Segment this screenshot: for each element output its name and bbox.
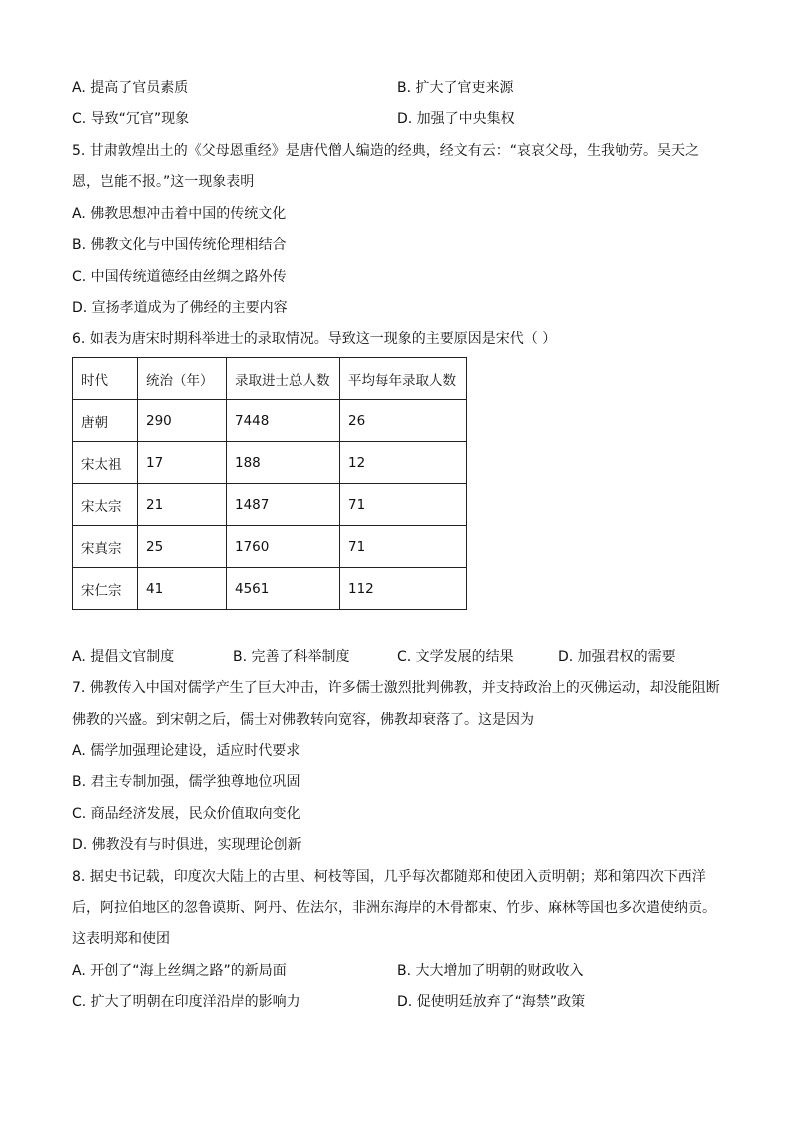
q7-option-a: A. 儒学加强理论建设，适应时代要求	[72, 743, 301, 759]
table-header-cell: 统治（年）	[138, 358, 227, 400]
table-cell: 1487	[227, 484, 340, 526]
q7-stem-line2: 佛教的兴盛。到宋朝之后，儒士对佛教转向宽容，佛教却衰落了。这是因为	[72, 712, 534, 728]
q6-option-d: D. 加强君权的需要	[558, 649, 676, 665]
q4-option-d: D. 加强了中央集权	[397, 111, 515, 127]
q7-stem-line1: 7. 佛教传入中国对儒学产生了巨大冲击，许多儒士激烈批判佛教，并支持政治上的灭佛运动，却没能阻断	[72, 680, 720, 696]
table-row	[73, 568, 467, 610]
q8-option-a: A. 开创了“海上丝绸之路”的新局面	[72, 963, 287, 979]
table-cell: 宋仁宗	[73, 568, 138, 610]
q4-option-c: C. 导致“冗官”现象	[72, 111, 190, 127]
table-cell: 宋真宗	[73, 526, 138, 568]
q5-option-a: A. 佛教思想冲击着中国的传统文化	[72, 206, 287, 222]
table-header-row	[73, 358, 467, 400]
table-cell: 12	[340, 442, 467, 484]
table-row	[73, 484, 467, 526]
q4-option-b: B. 扩大了官吏来源	[397, 80, 514, 96]
q8-option-d: D. 促使明廷放弃了“海禁”政策	[397, 994, 586, 1010]
table-row	[73, 442, 467, 484]
table-header-cell: 时代	[73, 358, 138, 400]
table-cell: 17	[138, 442, 227, 484]
table-cell: 25	[138, 526, 227, 568]
table-cell: 71	[340, 526, 467, 568]
q5-stem-line1: 5. 甘肃敦煌出土的《父母恩重经》是唐代僧人编造的经典，经文有云：“哀哀父母，生我劬劳。吴天之	[72, 143, 700, 159]
q8-option-b: B. 大大增加了明朝的财政收入	[397, 963, 584, 979]
q6-stem: 6. 如表为唐宋时期科举进士的录取情况。导致这一现象的主要原因是宋代（ ）	[72, 331, 557, 347]
table-cell: 唐朝	[73, 400, 138, 442]
table-cell: 188	[227, 442, 340, 484]
q5-option-b: B. 佛教文化与中国传统伦理相结合	[72, 237, 287, 253]
table-header-cell: 录取进士总人数	[227, 358, 340, 400]
q7-option-b: B. 君主专制加强，儒学独尊地位巩固	[72, 774, 301, 790]
q6-option-b: B. 完善了科举制度	[233, 649, 350, 665]
q6-data-table	[72, 357, 467, 610]
table-cell: 112	[340, 568, 467, 610]
q5-option-d: D. 宣扬孝道成为了佛经的主要内容	[72, 300, 288, 316]
q8-stem-line1: 8. 据史书记载，印度次大陆上的古里、柯枝等国，几乎每次都随郑和使团入贡明朝；郑和第四次下西洋	[72, 869, 706, 885]
table-header-cell: 平均每年录取人数	[340, 358, 467, 400]
table-row	[73, 400, 467, 442]
q8-stem-line3: 这表明郑和使团	[72, 931, 170, 947]
q5-stem-line2: 恩，岂能不报。”这一现象表明	[72, 174, 255, 190]
table-cell: 宋太祖	[73, 442, 138, 484]
table-cell: 41	[138, 568, 227, 610]
q5-option-c: C. 中国传统道德经由丝绸之路外传	[72, 269, 287, 285]
table-cell: 4561	[227, 568, 340, 610]
table-row	[73, 526, 467, 568]
table-cell: 26	[340, 400, 467, 442]
table-cell: 71	[340, 484, 467, 526]
q7-option-c: C. 商品经济发展，民众价值取向变化	[72, 806, 301, 822]
table-cell: 290	[138, 400, 227, 442]
table-cell: 1760	[227, 526, 340, 568]
q6-option-a: A. 提倡文官制度	[72, 649, 175, 665]
q8-stem-line2: 后，阿拉伯地区的忽鲁谟斯、阿丹、佐法尔，非洲东海岸的木骨都束、竹步、麻林等国也多次遣使纳贡。	[72, 900, 716, 916]
table-cell: 7448	[227, 400, 340, 442]
table-cell: 宋太宗	[73, 484, 138, 526]
q8-option-c: C. 扩大了明朝在印度洋沿岸的影响力	[72, 994, 301, 1010]
q6-option-c: C. 文学发展的结果	[397, 649, 514, 665]
q4-option-a: A. 提高了官员素质	[72, 80, 189, 96]
table-cell: 21	[138, 484, 227, 526]
q7-option-d: D. 佛教没有与时俱进，实现理论创新	[72, 837, 302, 853]
